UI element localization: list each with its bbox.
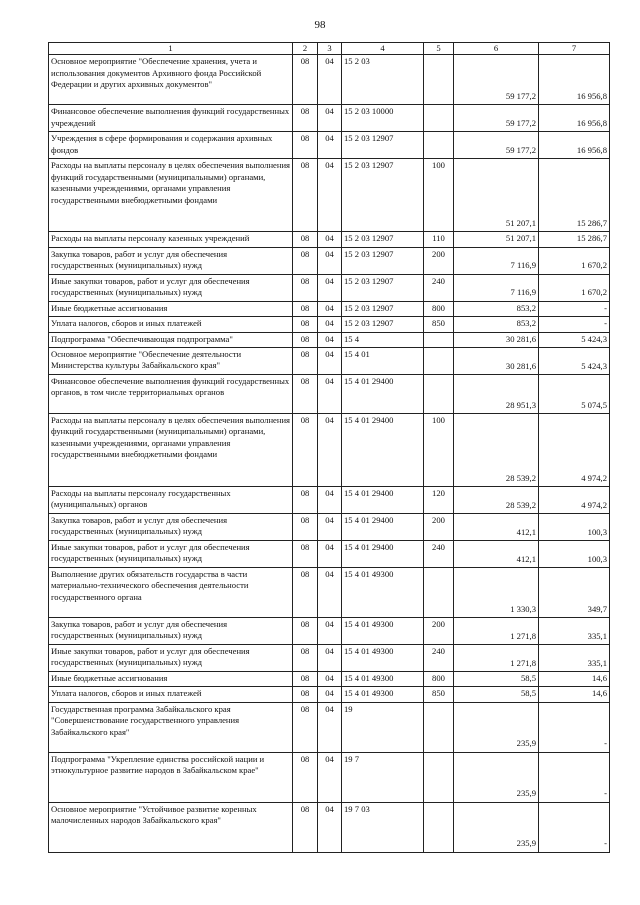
amount-cell: - [539, 752, 610, 802]
amount-cell: 349,7 [539, 568, 610, 618]
table-row [49, 702, 610, 752]
amount-cell: 14,6 [539, 672, 610, 687]
amount-cell: 5 424,3 [539, 348, 610, 375]
table-row [49, 618, 610, 645]
amount-cell: 7 116,9 [454, 274, 539, 301]
expense-type-cell: 240 [424, 541, 454, 568]
amount-cell: 16 956,8 [539, 55, 610, 105]
expense-type-cell [424, 105, 454, 132]
section-code-cell: 08 [293, 332, 318, 347]
amount-cell: 235,9 [454, 702, 539, 752]
expense-type-cell [424, 132, 454, 159]
section-code-cell: 08 [293, 702, 318, 752]
table-row [49, 332, 610, 347]
amount-cell: 335,1 [539, 618, 610, 645]
amount-cell: 28 539,2 [454, 414, 539, 487]
expense-type-cell: 850 [424, 687, 454, 702]
row-name-cell: Уплата налогов, сборов и иных платежей [49, 317, 293, 332]
target-article-cell: 15 4 01 49300 [342, 672, 424, 687]
amount-cell: 16 956,8 [539, 132, 610, 159]
target-article-cell: 19 7 [342, 752, 424, 802]
row-name-cell: Иные бюджетные ассигнования [49, 672, 293, 687]
row-name-cell: Иные закупки товаров, работ и услуг для обеспечения государственных (муниципальных) нужд [49, 645, 293, 672]
amount-cell: 59 177,2 [454, 132, 539, 159]
target-article-cell: 15 4 01 29400 [342, 414, 424, 487]
expense-type-cell [424, 332, 454, 347]
row-name-cell: Учреждения в сфере формирования и содержания архивных фондов [49, 132, 293, 159]
header-row [49, 43, 610, 55]
subsection-code-cell: 04 [318, 568, 342, 618]
section-code-cell: 08 [293, 752, 318, 802]
amount-cell: 59 177,2 [454, 55, 539, 105]
subsection-code-cell: 04 [318, 687, 342, 702]
table-row [49, 247, 610, 274]
section-code-cell: 08 [293, 618, 318, 645]
expense-type-cell: 240 [424, 645, 454, 672]
section-code-cell: 08 [293, 672, 318, 687]
target-article-cell: 15 4 01 [342, 348, 424, 375]
amount-cell: 412,1 [454, 541, 539, 568]
header-cell: 2 [293, 43, 318, 55]
subsection-code-cell: 04 [318, 414, 342, 487]
header-cell: 7 [539, 43, 610, 55]
target-article-cell: 15 4 [342, 332, 424, 347]
table-row [49, 132, 610, 159]
amount-cell: 5 424,3 [539, 332, 610, 347]
expense-type-cell [424, 375, 454, 414]
subsection-code-cell: 04 [318, 132, 342, 159]
row-name-cell: Уплата налогов, сборов и иных платежей [49, 687, 293, 702]
amount-cell: - [539, 301, 610, 316]
target-article-cell: 15 4 01 49300 [342, 618, 424, 645]
target-article-cell: 15 4 01 49300 [342, 568, 424, 618]
section-code-cell: 08 [293, 487, 318, 514]
section-code-cell: 08 [293, 159, 318, 232]
target-article-cell: 15 2 03 12907 [342, 132, 424, 159]
expense-type-cell: 200 [424, 514, 454, 541]
row-name-cell: Основное мероприятие "Устойчивое развитие коренных малочисленных народов Забайкальского края" [49, 802, 293, 852]
target-article-cell: 15 2 03 12907 [342, 317, 424, 332]
target-article-cell: 15 4 01 49300 [342, 645, 424, 672]
amount-cell: 16 956,8 [539, 105, 610, 132]
expense-type-cell: 850 [424, 317, 454, 332]
target-article-cell: 15 4 01 29400 [342, 514, 424, 541]
amount-cell: 1 670,2 [539, 274, 610, 301]
section-code-cell: 08 [293, 375, 318, 414]
amount-cell: 14,6 [539, 687, 610, 702]
expense-type-cell [424, 802, 454, 852]
table-row [49, 672, 610, 687]
table-row [49, 514, 610, 541]
subsection-code-cell: 04 [318, 618, 342, 645]
amount-cell: 1 271,8 [454, 618, 539, 645]
amount-cell: 100,3 [539, 541, 610, 568]
row-name-cell: Иные закупки товаров, работ и услуг для обеспечения государственных (муниципальных) нужд [49, 274, 293, 301]
table-row [49, 687, 610, 702]
table-body [49, 55, 610, 852]
table-row [49, 274, 610, 301]
amount-cell: - [539, 317, 610, 332]
expense-type-cell: 100 [424, 414, 454, 487]
expense-type-cell [424, 702, 454, 752]
target-article-cell: 15 4 01 29400 [342, 487, 424, 514]
expense-type-cell [424, 752, 454, 802]
expense-type-cell [424, 55, 454, 105]
expense-type-cell: 200 [424, 618, 454, 645]
amount-cell: 853,2 [454, 301, 539, 316]
table-row [49, 159, 610, 232]
subsection-code-cell: 04 [318, 487, 342, 514]
table-row [49, 55, 610, 105]
row-name-cell: Иные бюджетные ассигнования [49, 301, 293, 316]
row-name-cell: Подпрограмма "Обеспечивающая подпрограмма" [49, 332, 293, 347]
amount-cell: 335,1 [539, 645, 610, 672]
target-article-cell: 15 2 03 12907 [342, 301, 424, 316]
expense-type-cell: 200 [424, 247, 454, 274]
section-code-cell: 08 [293, 105, 318, 132]
subsection-code-cell: 04 [318, 672, 342, 687]
subsection-code-cell: 04 [318, 752, 342, 802]
target-article-cell: 15 4 01 49300 [342, 687, 424, 702]
target-article-cell: 15 2 03 10000 [342, 105, 424, 132]
target-article-cell: 15 4 01 29400 [342, 375, 424, 414]
amount-cell: 4 974,2 [539, 414, 610, 487]
section-code-cell: 08 [293, 541, 318, 568]
section-code-cell: 08 [293, 301, 318, 316]
table-row [49, 414, 610, 487]
amount-cell: 58,5 [454, 672, 539, 687]
header-cell: 5 [424, 43, 454, 55]
row-name-cell: Основное мероприятие "Обеспечение хранения, учета и использования документов Архивного фонда Российской Федерации и других архивных документов" [49, 55, 293, 105]
subsection-code-cell: 04 [318, 274, 342, 301]
target-article-cell: 19 [342, 702, 424, 752]
table-row [49, 301, 610, 316]
section-code-cell: 08 [293, 232, 318, 247]
amount-cell: 5 074,5 [539, 375, 610, 414]
table-row [49, 752, 610, 802]
subsection-code-cell: 04 [318, 332, 342, 347]
row-name-cell: Закупка товаров, работ и услуг для обеспечения государственных (муниципальных) нужд [49, 618, 293, 645]
amount-cell: 7 116,9 [454, 247, 539, 274]
section-code-cell: 08 [293, 348, 318, 375]
section-code-cell: 08 [293, 414, 318, 487]
row-name-cell: Подпрограмма "Укрепление единства российской нации и этнокультурное развитие народов в Забайкальском крае" [49, 752, 293, 802]
header-cell: 4 [342, 43, 424, 55]
subsection-code-cell: 04 [318, 301, 342, 316]
target-article-cell: 15 2 03 [342, 55, 424, 105]
subsection-code-cell: 04 [318, 348, 342, 375]
header-cell: 3 [318, 43, 342, 55]
amount-cell: - [539, 802, 610, 852]
row-name-cell: Расходы на выплаты персоналу государственных (муниципальных) органов [49, 487, 293, 514]
row-name-cell: Финансовое обеспечение выполнения функций государственных учреждений [49, 105, 293, 132]
amount-cell: - [539, 702, 610, 752]
subsection-code-cell: 04 [318, 702, 342, 752]
expense-type-cell: 100 [424, 159, 454, 232]
amount-cell: 51 207,1 [454, 232, 539, 247]
amount-cell: 28 951,3 [454, 375, 539, 414]
amount-cell: 28 539,2 [454, 487, 539, 514]
amount-cell: 100,3 [539, 514, 610, 541]
expense-type-cell: 110 [424, 232, 454, 247]
table-row [49, 802, 610, 852]
target-article-cell: 15 2 03 12907 [342, 159, 424, 232]
header-cell: 6 [454, 43, 539, 55]
subsection-code-cell: 04 [318, 247, 342, 274]
table-row [49, 317, 610, 332]
subsection-code-cell: 04 [318, 645, 342, 672]
subsection-code-cell: 04 [318, 55, 342, 105]
amount-cell: 30 281,6 [454, 332, 539, 347]
subsection-code-cell: 04 [318, 232, 342, 247]
expense-type-cell: 800 [424, 301, 454, 316]
budget-table [48, 42, 610, 853]
amount-cell: 58,5 [454, 687, 539, 702]
section-code-cell: 08 [293, 247, 318, 274]
row-name-cell: Иные закупки товаров, работ и услуг для обеспечения государственных (муниципальных) нужд [49, 541, 293, 568]
expense-type-cell [424, 348, 454, 375]
section-code-cell: 08 [293, 132, 318, 159]
amount-cell: 1 670,2 [539, 247, 610, 274]
amount-cell: 4 974,2 [539, 487, 610, 514]
target-article-cell: 19 7 03 [342, 802, 424, 852]
table-row [49, 105, 610, 132]
section-code-cell: 08 [293, 317, 318, 332]
table-row [49, 645, 610, 672]
table-row [49, 487, 610, 514]
row-name-cell: Закупка товаров, работ и услуг для обеспечения государственных (муниципальных) нужд [49, 247, 293, 274]
table-row [49, 348, 610, 375]
subsection-code-cell: 04 [318, 105, 342, 132]
section-code-cell: 08 [293, 274, 318, 301]
expense-type-cell: 240 [424, 274, 454, 301]
amount-cell: 15 286,7 [539, 159, 610, 232]
amount-cell: 30 281,6 [454, 348, 539, 375]
row-name-cell: Государственная программа Забайкальского края "Совершенствование государственного управления Забайкальского края" [49, 702, 293, 752]
amount-cell: 59 177,2 [454, 105, 539, 132]
section-code-cell: 08 [293, 55, 318, 105]
table-row [49, 232, 610, 247]
row-name-cell: Расходы на выплаты персоналу в целях обеспечения выполнения функций государственными (муниципальными) органами, казенными учреждениями, органами управления государственными внебюджетными фондами [49, 414, 293, 487]
amount-cell: 51 207,1 [454, 159, 539, 232]
table-row [49, 375, 610, 414]
section-code-cell: 08 [293, 645, 318, 672]
amount-cell: 235,9 [454, 802, 539, 852]
subsection-code-cell: 04 [318, 317, 342, 332]
row-name-cell: Расходы на выплаты персоналу казенных учреждений [49, 232, 293, 247]
target-article-cell: 15 4 01 29400 [342, 541, 424, 568]
amount-cell: 1 330,3 [454, 568, 539, 618]
section-code-cell: 08 [293, 802, 318, 852]
expense-type-cell: 800 [424, 672, 454, 687]
header-cell: 1 [49, 43, 293, 55]
subsection-code-cell: 04 [318, 375, 342, 414]
subsection-code-cell: 04 [318, 514, 342, 541]
expense-type-cell [424, 568, 454, 618]
page-number: 98 [314, 19, 326, 31]
row-name-cell: Расходы на выплаты персоналу в целях обеспечения выполнения функций государственными (муниципальными) органами, казенными учреждениями, органами управления государственными внебюджетными фондами [49, 159, 293, 232]
target-article-cell: 15 2 03 12907 [342, 247, 424, 274]
row-name-cell: Финансовое обеспечение выполнения функций государственных органов, в том числе территориальных органов [49, 375, 293, 414]
amount-cell: 15 286,7 [539, 232, 610, 247]
table-row [49, 568, 610, 618]
amount-cell: 235,9 [454, 752, 539, 802]
section-code-cell: 08 [293, 514, 318, 541]
target-article-cell: 15 2 03 12907 [342, 274, 424, 301]
amount-cell: 853,2 [454, 317, 539, 332]
section-code-cell: 08 [293, 687, 318, 702]
table-row [49, 541, 610, 568]
target-article-cell: 15 2 03 12907 [342, 232, 424, 247]
amount-cell: 412,1 [454, 514, 539, 541]
row-name-cell: Основное мероприятие "Обеспечение деятельности Министерства культуры Забайкальского края" [49, 348, 293, 375]
section-code-cell: 08 [293, 568, 318, 618]
row-name-cell: Выполнение других обязательств государства в части материально-технического обеспечения деятельности государственного органа [49, 568, 293, 618]
subsection-code-cell: 04 [318, 802, 342, 852]
row-name-cell: Закупка товаров, работ и услуг для обеспечения государственных (муниципальных) нужд [49, 514, 293, 541]
expense-type-cell: 120 [424, 487, 454, 514]
subsection-code-cell: 04 [318, 159, 342, 232]
subsection-code-cell: 04 [318, 541, 342, 568]
amount-cell: 1 271,8 [454, 645, 539, 672]
